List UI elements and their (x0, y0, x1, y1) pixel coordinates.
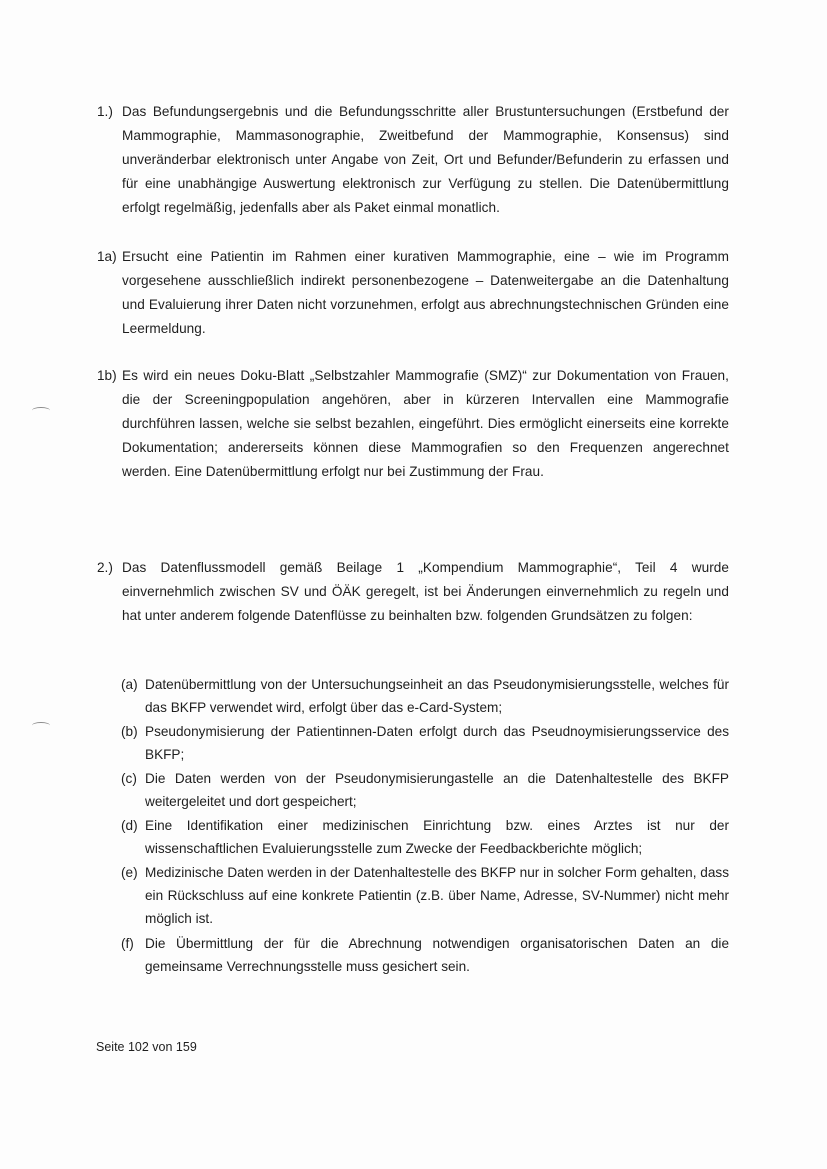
scan-mark-upper (32, 407, 50, 414)
list-item-label-a: (a) (121, 677, 138, 692)
section-number-2: 2.) (97, 560, 113, 575)
list-item-label-f: (f) (121, 936, 134, 951)
list-item-text-b: Pseudonymisierung der Patientinnen-Daten erfolgt durch das Pseudnoymisierungsservice des BKFP; (145, 724, 729, 762)
section-text-1: Das Befundungsergebnis und die Befundungsschritte aller Brustuntersuchungen (Erstbefund der Mammographie, Mammasonographie, Zweitbefund der Mammographie, Konsensus) sind unveränderbar elektronisch unter Angabe von Zeit, Ort und Befunder/Befunderin zu erfassen und für eine unabhängige Auswertung elektronisch zur Verfügung zu stellen. Die Datenübermittlung erfolgt regelmäßig, jedenfalls aber als Paket einmal monatlich. (122, 104, 729, 215)
list-item-label-c: (c) (121, 771, 137, 786)
list-item-text-c: Die Daten werden von der Pseudonymisierungastelle an die Datenhaltestelle des BKFP weitergeleitet und dort gespeichert; (145, 771, 729, 809)
list-item-label-e: (e) (121, 865, 138, 880)
list-item-text-d: Eine Identifikation einer medizinischen Einrichtung bzw. eines Arztes ist nur der wissenschaftlichen Evaluierungsstelle zum Zwecke der Feedbackberichte möglich; (145, 818, 729, 856)
section-text-1a: Ersucht eine Patientin im Rahmen einer kurativen Mammographie, eine – wie im Programm vorgesehene ausschließlich indirekt personenbezogene – Datenweitergabe an die Datenhaltung und Evaluierung ihrer Daten nicht vorzunehmen, erfolgt aus abrechnungstechnischen Gründen eine Leermeldung. (122, 249, 729, 336)
section-number-1a: 1a) (97, 249, 117, 264)
list-item-text-a: Datenübermittlung von der Untersuchungseinheit an das Pseudonymisierungsstelle, welches für das BKFP verwendet wird, erfolgt über das e-Card-System; (145, 677, 729, 715)
section-text-1b: Es wird ein neues Doku-Blatt „Selbstzahler Mammografie (SMZ)“ zur Dokumentation von Frauen, die der Screeningpopulation angehören, aber in kürzeren Intervallen eine Mammografie durchführen lassen, welche sie selbst bezahlen, eingeführt. Dies ermöglicht einerseits eine korrekte Dokumentation; andererseits können diese Mammografien so den Frequenzen angerechnet werden. Eine Datenübermittlung erfolgt nur bei Zustimmung der Frau. (122, 368, 729, 479)
section-number-1b: 1b) (97, 368, 117, 383)
list-item-text-e: Medizinische Daten werden in der Datenhaltestelle des BKFP nur in solcher Form gehalten, dass ein Rückschluss auf eine konkrete Patientin (z.B. über Name, Adresse, SV-Nummer) nicht mehr möglich ist. (145, 865, 729, 926)
section-text-2: Das Datenflussmodell gemäß Beilage 1 „Kompendium Mammographie“, Teil 4 wurde einvernehmlich zwischen SV und ÖÄK geregelt, ist bei Änderungen einvernehmlich zu regeln und hat unter anderem folgende Datenflüsse zu beinhalten bzw. folgenden Grundsätzen zu folgen: (122, 560, 729, 623)
list-item-label-b: (b) (121, 724, 138, 739)
scan-mark-lower (32, 722, 50, 729)
page-number-footer: Seite 102 von 159 (96, 1040, 197, 1054)
section-number-1: 1.) (97, 104, 113, 119)
list-item-label-d: (d) (121, 818, 138, 833)
list-item-text-f: Die Übermittlung der für die Abrechnung notwendigen organisatorischen Daten an die gemeinsame Verrechnungsstelle muss gesichert sein. (145, 936, 729, 974)
